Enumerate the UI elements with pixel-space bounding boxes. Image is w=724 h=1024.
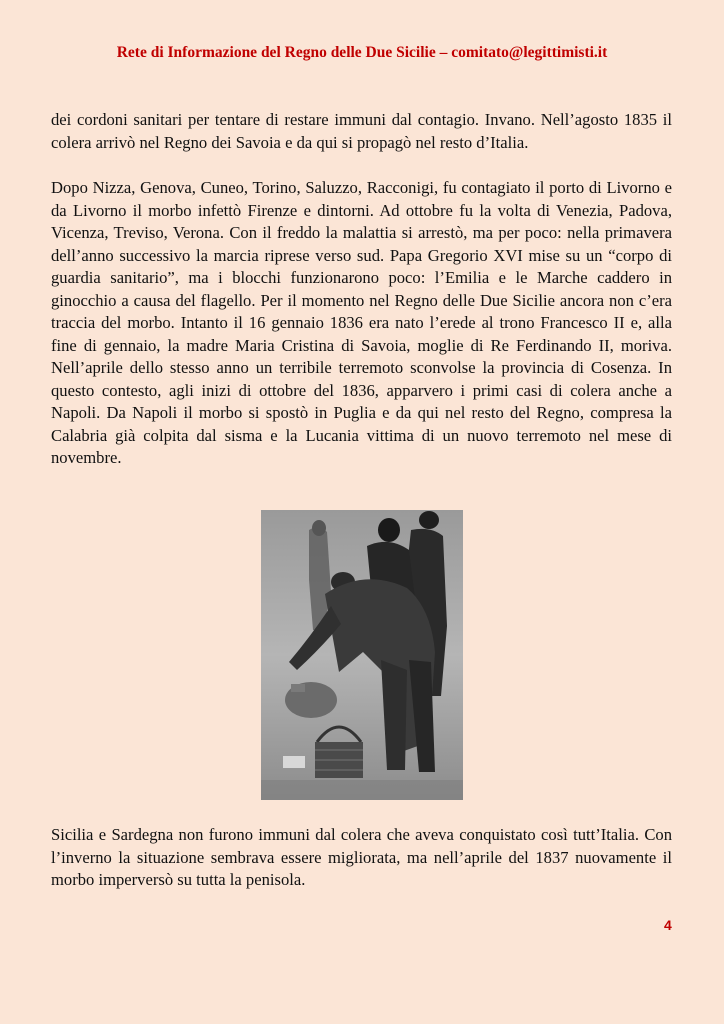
body-paragraph-1: dei cordoni sanitari per tentare di restare immuni dal contagio. Invano. Nell’agosto 1835 il colera arrivò nel Regno dei Savoia e da qui si propagò nel resto d’Italia. <box>51 110 672 152</box>
body-paragraph-2: Dopo Nizza, Genova, Cuneo, Torino, Saluzzo, Racconigi, fu contagiato il porto di Livorno e da Livorno il morbo infettò Firenze e dintorni. Ad ottobre fu la volta di Venezia, Padova, Vicenza, Treviso, Verona. Con il freddo la malattia si arrestò, ma per poco: nella primavera dell’anno successivo la marcia riprese verso sud. Papa Gregorio XVI mise su un “corpo di guardia sanitario”, ma i blocchi funzionarono poco: l’Emilia e le Marche caddero in ginocchio a causa del flagello. Per il momento nel Regno delle Due Sicilie ancora non c’era traccia del morbo. Intanto il 16 gennaio 1836 era nato l’erede al trono Francesco II e, alla fine di gennaio, la madre Maria Cristina di Savoia, moglie di Re Ferdinando II, moriva. Nell’aprile dello stesso anno un terribile terremoto sconvolse la provincia di Cosenza. In questo contesto, agli inizi di ottobre del 1836, apparvero i primi casi di colera anche a Napoli. Da Napoli il morbo si spostò in Puglia e da qui nel resto del Regno, compresa la Calabria già colpita dal sisma e la Lucania vittima di un nuovo terremoto nel mese di novembre. <box>51 178 672 467</box>
page-number: 4 <box>664 917 672 933</box>
body-paragraph-3: Sicilia e Sardegna non furono immuni dal colera che aveva conquistato così tutt’Italia. Con l’inverno la situazione sembrava essere migliorata, ma nell’aprile del 1837 nuovamente il morbo imperversò su tutta la penisola. <box>51 825 672 889</box>
page-header: Rete di Informazione del Regno delle Due Sicilie – comitato@legittimisti.it <box>116 44 608 61</box>
historical-photograph <box>261 510 463 800</box>
